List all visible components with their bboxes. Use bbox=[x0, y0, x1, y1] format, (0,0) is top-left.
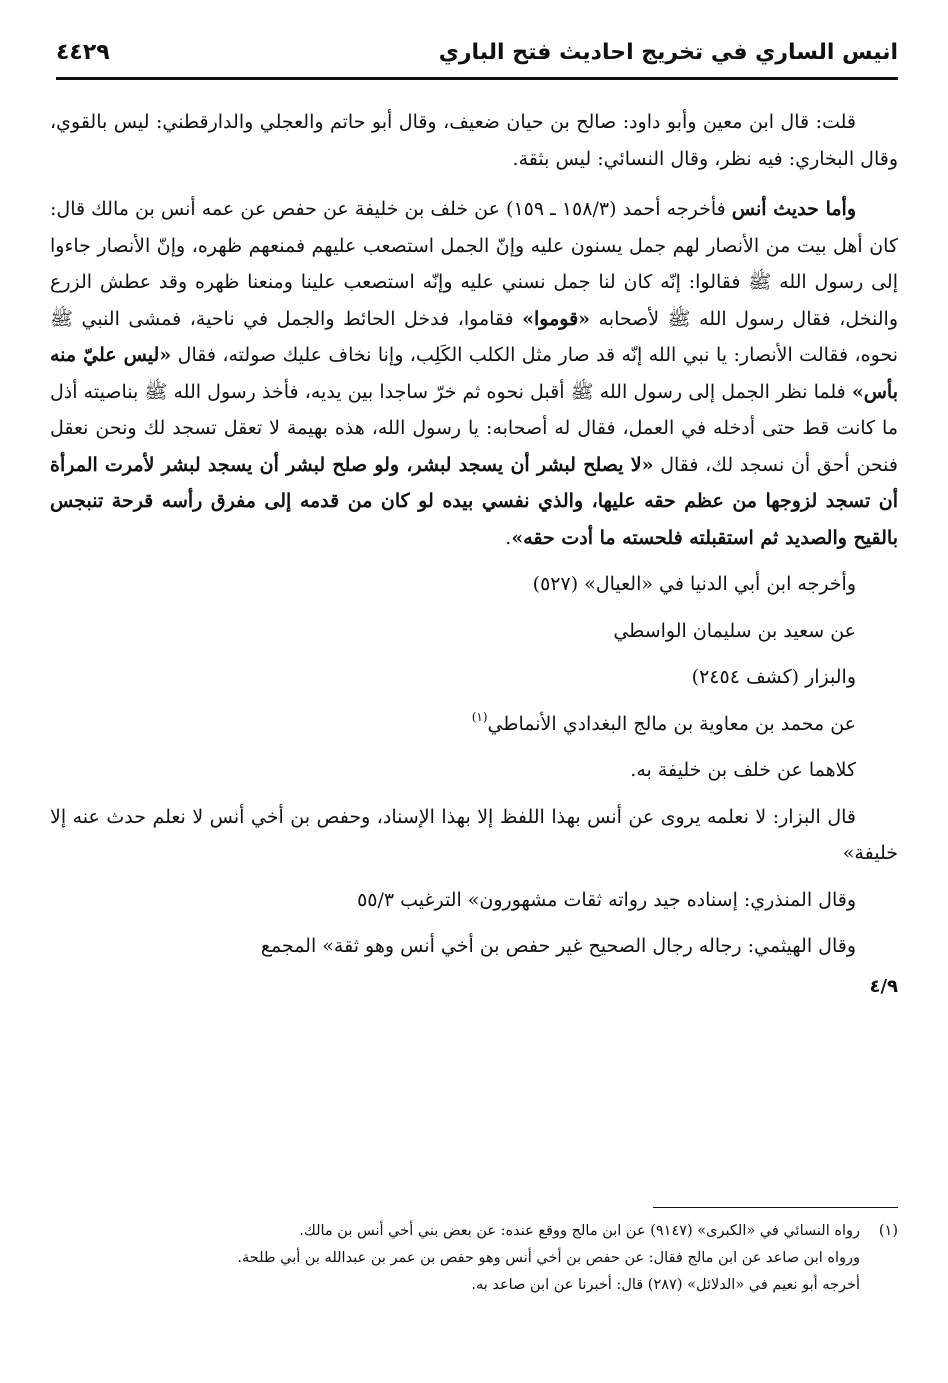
hadith-text-a: فأخرجه أحمد (١٥٨/٣ ـ ١٥٩) عن خلف بن خليفة عن حفص عن عمه أنس بن مالك قال: كان أهل بيت من الأنصار لهم جمل يسنون عليه وإنّ الجمل استصعب عليهم فمنعهم ظهره، وإنّ الأنصار جاءوا إلى رسول الله ﷺ فقالوا: إنّه كان لنا جمل نسني عليه وإنّه استصعب علينا ومنعنا ظهره وقد عطش الزرع والنخل، فقال رسول الله ﷺ لأصحابه bbox=[50, 198, 898, 330]
footnote-1-line-1 bbox=[50, 1218, 898, 1245]
prophet-quote-stand: «قوموا» bbox=[522, 307, 591, 330]
footnote-1-line-2: ورواه ابن صاعد عن ابن مالج فقال: عن حفص بن أخي أنس وهو حفص بن عمر بن عبدالله بن أبي طلحة. bbox=[237, 1250, 860, 1266]
paragraph-bazzar: والبزار (كشف ٢٤٥٤) bbox=[691, 666, 856, 688]
prophet-quote-no-harm: «ليس عليّ منه بأس» bbox=[50, 344, 898, 403]
paragraph-both-from-khalaf: كلاهما عن خلف بن خليفة به. bbox=[630, 759, 856, 781]
footnote-rule bbox=[653, 1207, 898, 1208]
majma-reference: ٤/٩ bbox=[869, 975, 898, 997]
footnote-1-number: (١) bbox=[878, 1223, 898, 1239]
hadith-lead: وأما حديث أنس bbox=[731, 198, 856, 220]
paragraph-said-wasiti: عن سعيد بن سليمان الواسطي bbox=[613, 619, 856, 642]
paragraph-anas-hadith bbox=[50, 191, 898, 556]
header-rule bbox=[56, 77, 898, 80]
main-text bbox=[50, 104, 898, 1005]
hadith-text-e: فلما نظر الجمل إلى رسول الله ﷺ أقبل نحوه ثم خرّ ساجدا بين يديه، فأخذ رسول الله ﷺ بناصيته أذل ما كانت قط حتى أدخله في العمل، فقال له أصحابه: يا رسول الله، هذه بهيمة لا تعقل تسجد لك ونحن نعقل فنحن أحق أن نسجد لك، فقال bbox=[50, 380, 898, 476]
footnote-1-text-1: رواه النسائي في «الكبرى» (٩١٤٧) عن ابن مالج ووقع عنده: عن بعض بني أخي أنس بن مالك. bbox=[299, 1223, 860, 1239]
paragraph-muhammad-anmati bbox=[50, 706, 898, 743]
paragraph-narrator-grading: قلت: قال ابن معين وأبو داود: صالح بن حيان ضعيف، وقال أبو حاتم والعجلي والدارقطني: ليس بالقوي، وقال البخاري: فيه نظر، وقال النسائي: ليس بثقة. bbox=[50, 111, 898, 170]
paragraph-ibn-abi-dunya: وأخرجه ابن أبي الدنيا في «العيال» (٥٢٧) bbox=[532, 573, 856, 595]
footnote-1-line-3: أخرجه أبو نعيم في «الدلائل» (٢٨٧) قال: أخبرنا عن ابن صاعد به. bbox=[471, 1277, 860, 1293]
hadith-end: . bbox=[505, 526, 512, 549]
page-number: ٤٤٢٩ bbox=[56, 40, 110, 65]
hadith-text-c: فقاموا، فدخل الحائط والجمل في ناحية، فمشى النبي ﷺ نحوه، فقالت الأنصار: يا نبي الله إنّه قد صار مثل الكلب الكَلِب، وإنا نخاف عليك صولته، فقال bbox=[50, 307, 898, 366]
book-title: انيس الساري في تخريج احاديث فتح الباري bbox=[438, 40, 898, 65]
footnotes bbox=[50, 1218, 898, 1299]
running-header bbox=[56, 38, 898, 82]
prophet-quote-prostration: «لا يصلح لبشر أن يسجد لبشر، ولو صلح لبشر أن يسجد لبشر لأمرت المرأة أن تسجد لزوجها من عظم حقه عليها، والذي نفسي بيده لو كان من قدمه إلى مفرق رأسه قرحة تنبجس بالقيح والصديد ثم استقبلته فلحسته ما أدت حقه» bbox=[50, 453, 898, 549]
footnote-marker: (١) bbox=[471, 709, 488, 724]
paragraph-bazzar-comment: قال البزار: لا نعلمه يروى عن أنس بهذا اللفظ إلا بهذا الإسناد، وحفص بن أخي أنس لا نعلم حدث عنه إلا خليفة» bbox=[50, 805, 898, 864]
paragraph-haythami: وقال الهيثمي: رجاله رجال الصحيح غير حفص بن أخي أنس وهو ثقة» المجمع bbox=[260, 935, 856, 957]
paragraph-mundhiri: وقال المنذري: إسناده جيد رواته ثقات مشهورون» الترغيب ٥٥/٣ bbox=[357, 888, 856, 911]
anmati-text: عن محمد بن معاوية بن مالج البغدادي الأنماطي bbox=[487, 712, 856, 735]
